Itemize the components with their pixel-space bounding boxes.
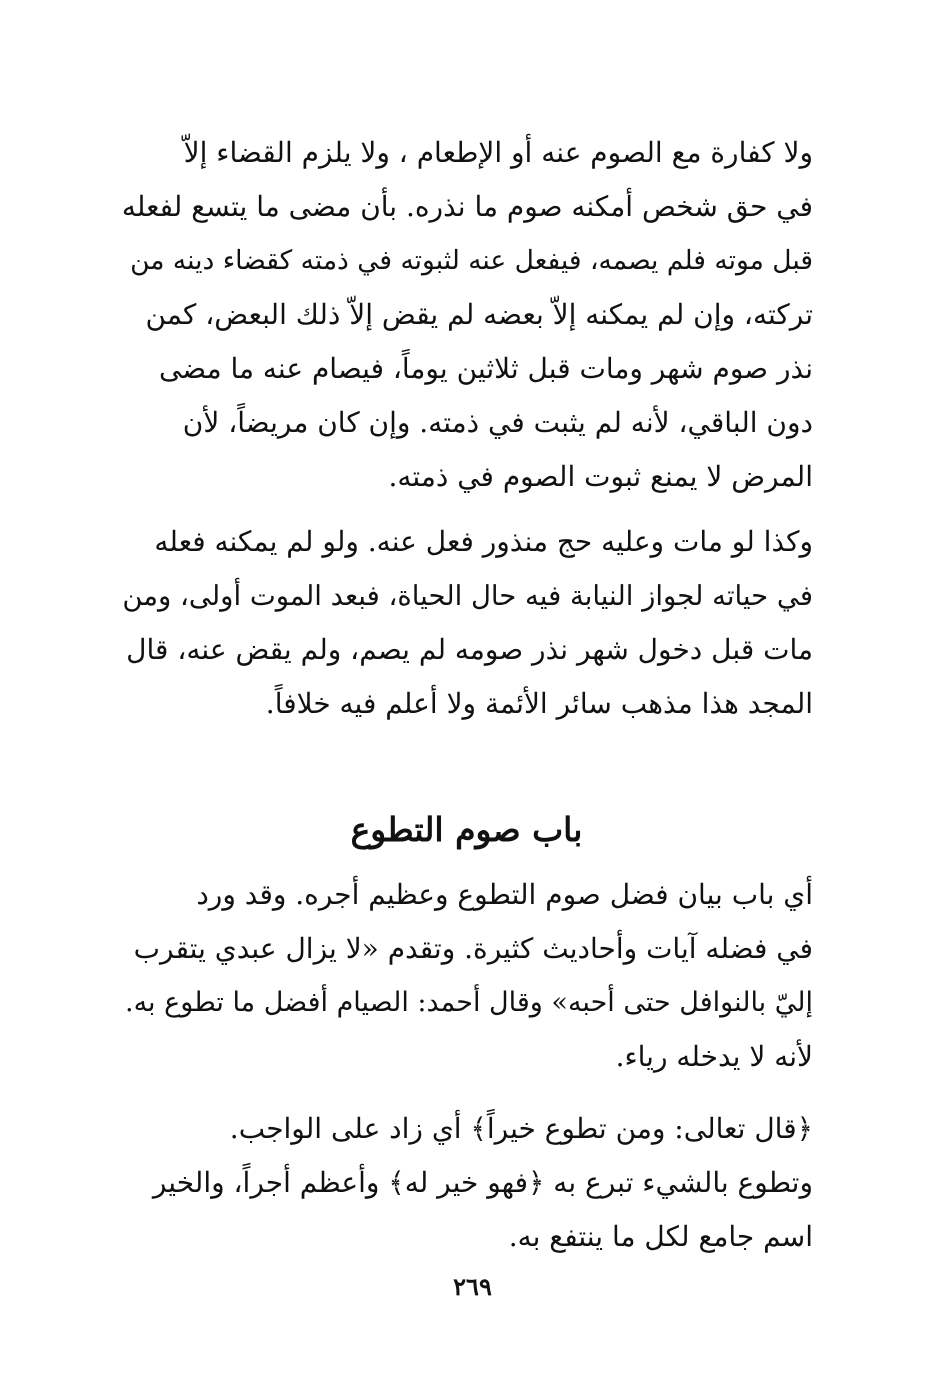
paragraph-line: مات قبل دخول شهر نذر صومه لم يصم، ولم يقض عنه، قال	[126, 633, 813, 666]
paragraph-line: إليّ بالنوافل حتى أحبه» وقال أحمد: الصيام أفضل ما تطوع به.	[125, 987, 813, 1018]
paragraph-line: في حياته لجواز النيابة فيه حال الحياة، فبعد الموت أولى، ومن	[122, 580, 813, 612]
paragraph-3	[120, 868, 813, 1084]
paragraph-line: المرض لا يمنع ثبوت الصوم في ذمته.	[388, 460, 813, 493]
paragraph-line: في فضله آيات وأحاديث كثيرة. وتقدم «لا يزال عبدي يتقرب	[133, 932, 813, 965]
paragraph-line: المجد هذا مذهب سائر الأئمة ولا أعلم فيه خلافاً.	[265, 687, 813, 720]
paragraph-line: وتطوع بالشيء تبرع به ﴿فهو خير له﴾ وأعظم أجراً، والخير	[152, 1166, 813, 1199]
paragraph-line: دون الباقي، لأنه لم يثبت في ذمته. وإن كان مريضاً، لأن	[182, 406, 813, 439]
paragraph-line: نذر صوم شهر ومات قبل ثلاثين يوماً، فيصام عنه ما مضى	[158, 352, 813, 385]
paragraph-line: في حق شخص أمكنه صوم ما نذره. بأن مضى ما يتسع لفعله	[121, 190, 813, 223]
paragraph-4	[120, 1102, 813, 1264]
paragraph-line: قبل موته فلم يصمه، فيفعل عنه لثبوته في ذمته كقضاء دينه من	[130, 245, 813, 276]
paragraph-line: وكذا لو مات وعليه حج منذور فعل عنه. ولو لم يمكنه فعله	[154, 525, 813, 558]
paragraph-line: ﴿قال تعالى: ومن تطوع خيراً﴾ أي زاد على الواجب.	[229, 1112, 813, 1145]
paragraph-line: ولا كفارة مع الصوم عنه أو الإطعام ، ولا يلزم القضاء إلاّ	[183, 136, 813, 169]
paragraph-2	[120, 515, 813, 731]
paragraph-line: أي باب بيان فضل صوم التطوع وعظيم أجره. وقد ورد	[196, 878, 813, 911]
paragraph-line: تركته، وإن لم يمكنه إلاّ بعضه لم يقض إلاّ ذلك البعض، كمن	[145, 298, 813, 331]
page-number: ٢٦٩	[453, 1272, 492, 1301]
section-heading: باب صوم التطوع	[350, 810, 583, 849]
paragraph-1	[120, 126, 813, 504]
paragraph-line: لأنه لا يدخله رياء.	[615, 1040, 813, 1073]
paragraph-line: اسم جامع لكل ما ينتفع به.	[508, 1220, 813, 1253]
